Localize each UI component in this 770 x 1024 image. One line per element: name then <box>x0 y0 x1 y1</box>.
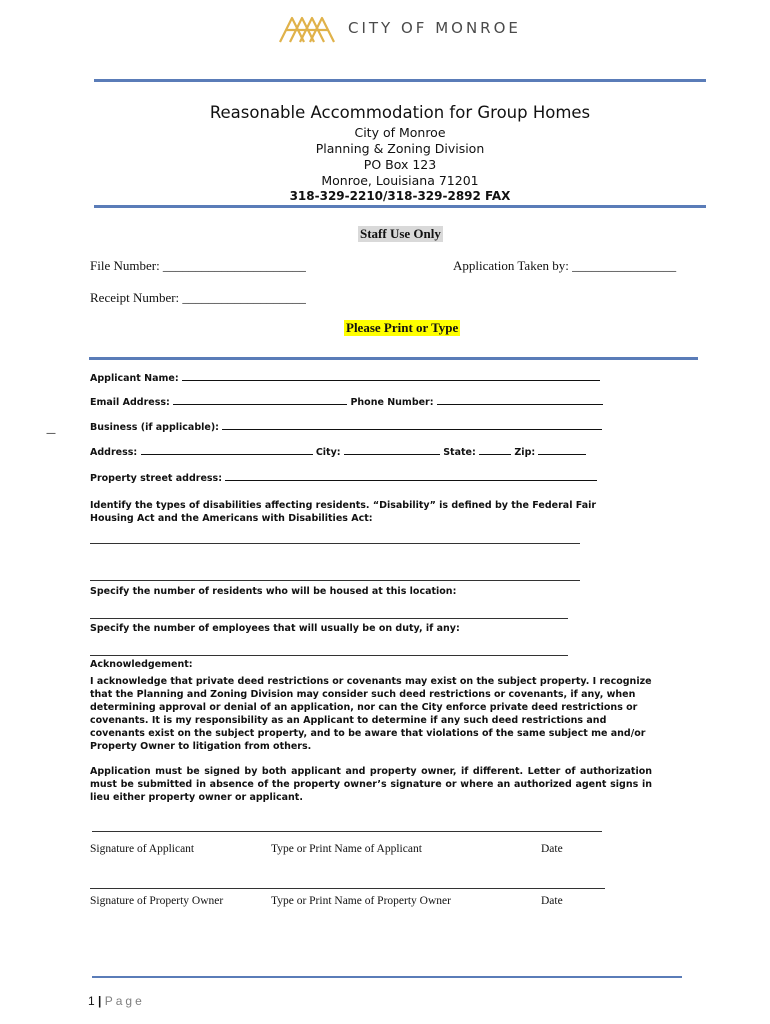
top-divider <box>94 79 706 82</box>
business-row <box>90 420 602 433</box>
mountain-logo-icon <box>278 12 340 46</box>
address-line-1: City of Monroe <box>354 125 446 140</box>
employees-answer-line[interactable] <box>90 655 568 656</box>
state-input[interactable] <box>479 445 511 455</box>
state-label: State: <box>443 447 476 458</box>
email-phone-row <box>90 395 603 408</box>
city-label: City: <box>315 447 341 458</box>
email-address-label: Email Address: <box>90 397 170 408</box>
address-label: Address: <box>90 447 138 458</box>
owner-name-print-label: Type or Print Name of Property Owner <box>271 895 451 907</box>
city-logo <box>278 12 538 46</box>
employees-question: Specify the number of employees that will usually be on duty, if any: <box>90 623 460 634</box>
application-taken-by-field[interactable]: Application Taken by: ________________ <box>453 258 677 273</box>
logo-text: CITY OF MONROE <box>348 19 521 37</box>
email-address-input[interactable] <box>173 395 347 405</box>
page-label: Page <box>104 994 145 1008</box>
receipt-number-field[interactable]: Receipt Number: ___________________ <box>90 290 306 305</box>
residents-question: Specify the number of residents who will be housed at this location: <box>90 586 457 597</box>
zip-input[interactable] <box>538 445 586 455</box>
phone-number-input[interactable] <box>437 395 603 405</box>
phone-fax: 318-329-2210/318-329-2892 FAX <box>289 189 511 203</box>
address-row <box>90 445 586 458</box>
property-address-label: Property street address: <box>90 473 223 484</box>
applicant-signature-label: Signature of Applicant <box>90 843 195 855</box>
residents-answer-line[interactable] <box>90 618 568 619</box>
applicant-name-print-label: Type or Print Name of Applicant <box>271 843 422 855</box>
address-input[interactable] <box>141 445 313 455</box>
phone-number-label: Phone Number: <box>350 397 434 408</box>
margin-mark: — <box>46 428 56 439</box>
city-input[interactable] <box>344 445 440 455</box>
address-line-4: Monroe, Louisiana 71201 <box>321 173 479 188</box>
page-footer <box>88 994 145 1008</box>
disabilities-answer-line-2[interactable] <box>90 580 580 581</box>
acknowledgement-body: I acknowledge that private deed restrictions or covenants may exist on the subject property. I recognize that the Planning and Zoning Division may consider such deed restrictions or covenants, if any, when determining approval or denial of an application, nor can the City enforce private deed restrictions or covenants. It is my responsibility as an Applicant to determine if any such deed restrictions and covenants exist on the subject property, and to be aware that violations of the same subject me and/or Property Owner to litigation from others. <box>90 676 652 752</box>
please-print-notice: Please Print or Type <box>346 320 459 335</box>
applicant-signature-line[interactable] <box>92 831 602 832</box>
page-separator: | <box>98 994 102 1008</box>
property-address-row <box>90 471 597 484</box>
owner-signature-label: Signature of Property Owner <box>90 895 224 907</box>
applicant-date-label: Date <box>541 843 563 855</box>
property-address-input[interactable] <box>225 471 597 481</box>
applicant-name-input[interactable] <box>182 371 600 381</box>
signing-note: Application must be signed by both applicant and property owner, if different. Letter of authorization must be submitted in absence of the property owner’s signature or where an authorized agent signs in lieu either property owner or applicant. <box>90 766 652 803</box>
page-number: 1 <box>88 994 95 1008</box>
disabilities-answer-line-1[interactable] <box>90 543 580 544</box>
document-title: Reasonable Accommodation for Group Homes <box>209 103 591 122</box>
staff-use-heading: Staff Use Only <box>360 226 441 241</box>
address-line-3: PO Box 123 <box>363 157 437 172</box>
owner-signature-line[interactable] <box>90 888 605 889</box>
address-line-2: Planning & Zoning Division <box>315 141 485 156</box>
zip-label: Zip: <box>514 447 536 458</box>
form-divider <box>89 357 698 360</box>
middle-divider <box>94 205 706 208</box>
applicant-name-label: Applicant Name: <box>90 373 179 384</box>
footer-divider <box>92 976 682 978</box>
business-input[interactable] <box>222 420 602 430</box>
disabilities-question: Identify the types of disabilities affecting residents. “Disability” is defined by the Federal Fair Housing Act and the Americans with Disabilities Act: <box>90 500 597 524</box>
owner-date-label: Date <box>541 895 563 907</box>
file-number-field[interactable]: File Number: ______________________ <box>90 258 306 273</box>
acknowledgement-heading: Acknowledgement: <box>90 659 193 670</box>
business-label: Business (if applicable): <box>90 422 219 433</box>
applicant-name-row <box>90 371 600 384</box>
